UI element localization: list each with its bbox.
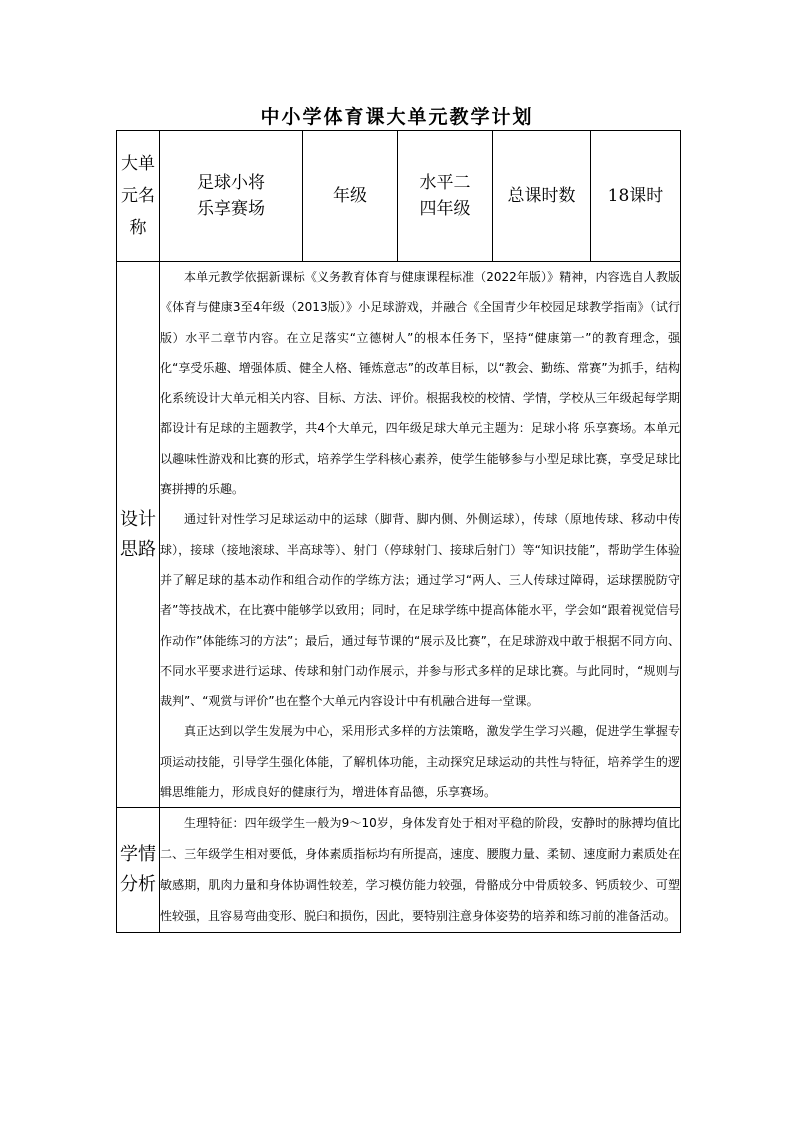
analysis-label-line1: 学情 <box>120 844 156 866</box>
design-paragraph-3: 真正达到以学生发展为中心，采用形式多样的方法策略，激发学生学习兴趣，促进学生掌握专项运动技能，引导学生强化体能，了解机体功能，主动探究足球运动的共性与特征，培养学生的逻辑思维能力，形成良好的健康行为，增进体育品德，乐享赛场。 <box>160 724 680 800</box>
design-content-cell <box>160 262 681 808</box>
analysis-label-cell <box>117 808 160 933</box>
analysis-paragraph-1: 生理特征：四年级学生一般为9～10岁，身体发育处于相对平稳的阶段，安静时的脉搏均值比二、三年级学生相对要低，身体素质指标均有所提高，速度、腰腹力量、柔韧、速度耐力素质处在敏感期，肌肉力量和身体协调性较差，学习模仿能力较强，骨骼成分中骨质较多、钙质较少、可塑性较强，且容易弯曲变形、脱臼和损伤，因此，要特别注意身体姿势的培养和练习前的准备活动。 <box>160 816 680 924</box>
total-hours-value-cell <box>591 131 681 262</box>
teaching-plan-table <box>116 130 681 933</box>
total-hours-label: 总课时数 <box>507 185 576 206</box>
header-row <box>117 131 681 262</box>
unit-name-label-cell <box>117 131 160 262</box>
analysis-label-line2: 分析 <box>120 874 156 896</box>
analysis-row <box>117 808 681 933</box>
design-paragraph-2: 通过针对性学习足球运动中的运球（脚背、脚内侧、外侧运球），传球（原地传球、移动中传球），接球（接地滚球、半高球等）、射门（停球射门、接球后射门）等“知识技能”，帮助学生体验并了解足球的基本动作和组合动作的学练方法；通过学习“两人、三人传球过障碍，运球摆脱防守者”等技战术，在比赛中能够学以致用；同时，在足球学练中提高体能水平，学会如“跟着视觉信号作动作”体能练习的方法”；最后，通过每节课的“展示及比赛”，在足球游戏中敢于根据不同方向、不同水平要求进行运球、传球和射门动作展示，并参与形式多样的足球比赛。与此同时，“规则与裁判”、“观赏与评价”也在整个大单元内容设计中有机融合进每一堂课。 <box>160 512 680 709</box>
page-title: 中小学体育课大单元教学计划 <box>260 106 534 128</box>
grade-label: 年级 <box>333 185 367 206</box>
design-label-line1: 设计 <box>120 508 156 530</box>
design-label-line2: 思路 <box>120 538 156 560</box>
analysis-content-cell <box>160 808 681 933</box>
design-paragraph-1: 本单元教学依据新课标《义务教育体育与健康课程标准（2022年版）》精神，内容选自人教版《体育与健康3至4年级（2013版）》小足球游戏，并融合《全国青少年校园足球教学指南》（试行版）水平二章节内容。在立足落实“立德树人”的根本任务下，坚持“健康第一”的教育理念，强化“享受乐趣、增强体质、健全人格、锤炼意志”的改革目标，以“教会、勤练、常赛”为抓手，结构化系统设计大单元相关内容、目标、方法、评价。根据我校的校情、学情，学校从三年级起每学期都设计有足球的主题教学，共4个大单元，四年级足球大单元主题为：足球小将 乐享赛场。本单元以趣味性游戏和比赛的形式，培养学生学科核心素养，使学生能够参与小型足球比赛，享受足球比赛拼搏的乐趣。 <box>160 270 680 497</box>
design-row <box>117 262 681 808</box>
unit-name-line1: 足球小将 <box>197 172 265 193</box>
grade-label-cell <box>303 131 398 262</box>
grade-year: 四年级 <box>419 199 471 219</box>
design-label-cell <box>117 262 160 808</box>
grade-value-cell <box>398 131 493 262</box>
grade-level: 水平二 <box>419 172 471 193</box>
unit-name-label <box>117 148 159 244</box>
total-hours-label-cell <box>493 131 591 262</box>
total-hours-value: 18课时 <box>607 185 664 206</box>
unit-name-line2: 乐享赛场 <box>197 199 265 219</box>
unit-name-cell <box>160 131 303 262</box>
unit-name-label-text: 大单元名称 <box>121 154 155 238</box>
